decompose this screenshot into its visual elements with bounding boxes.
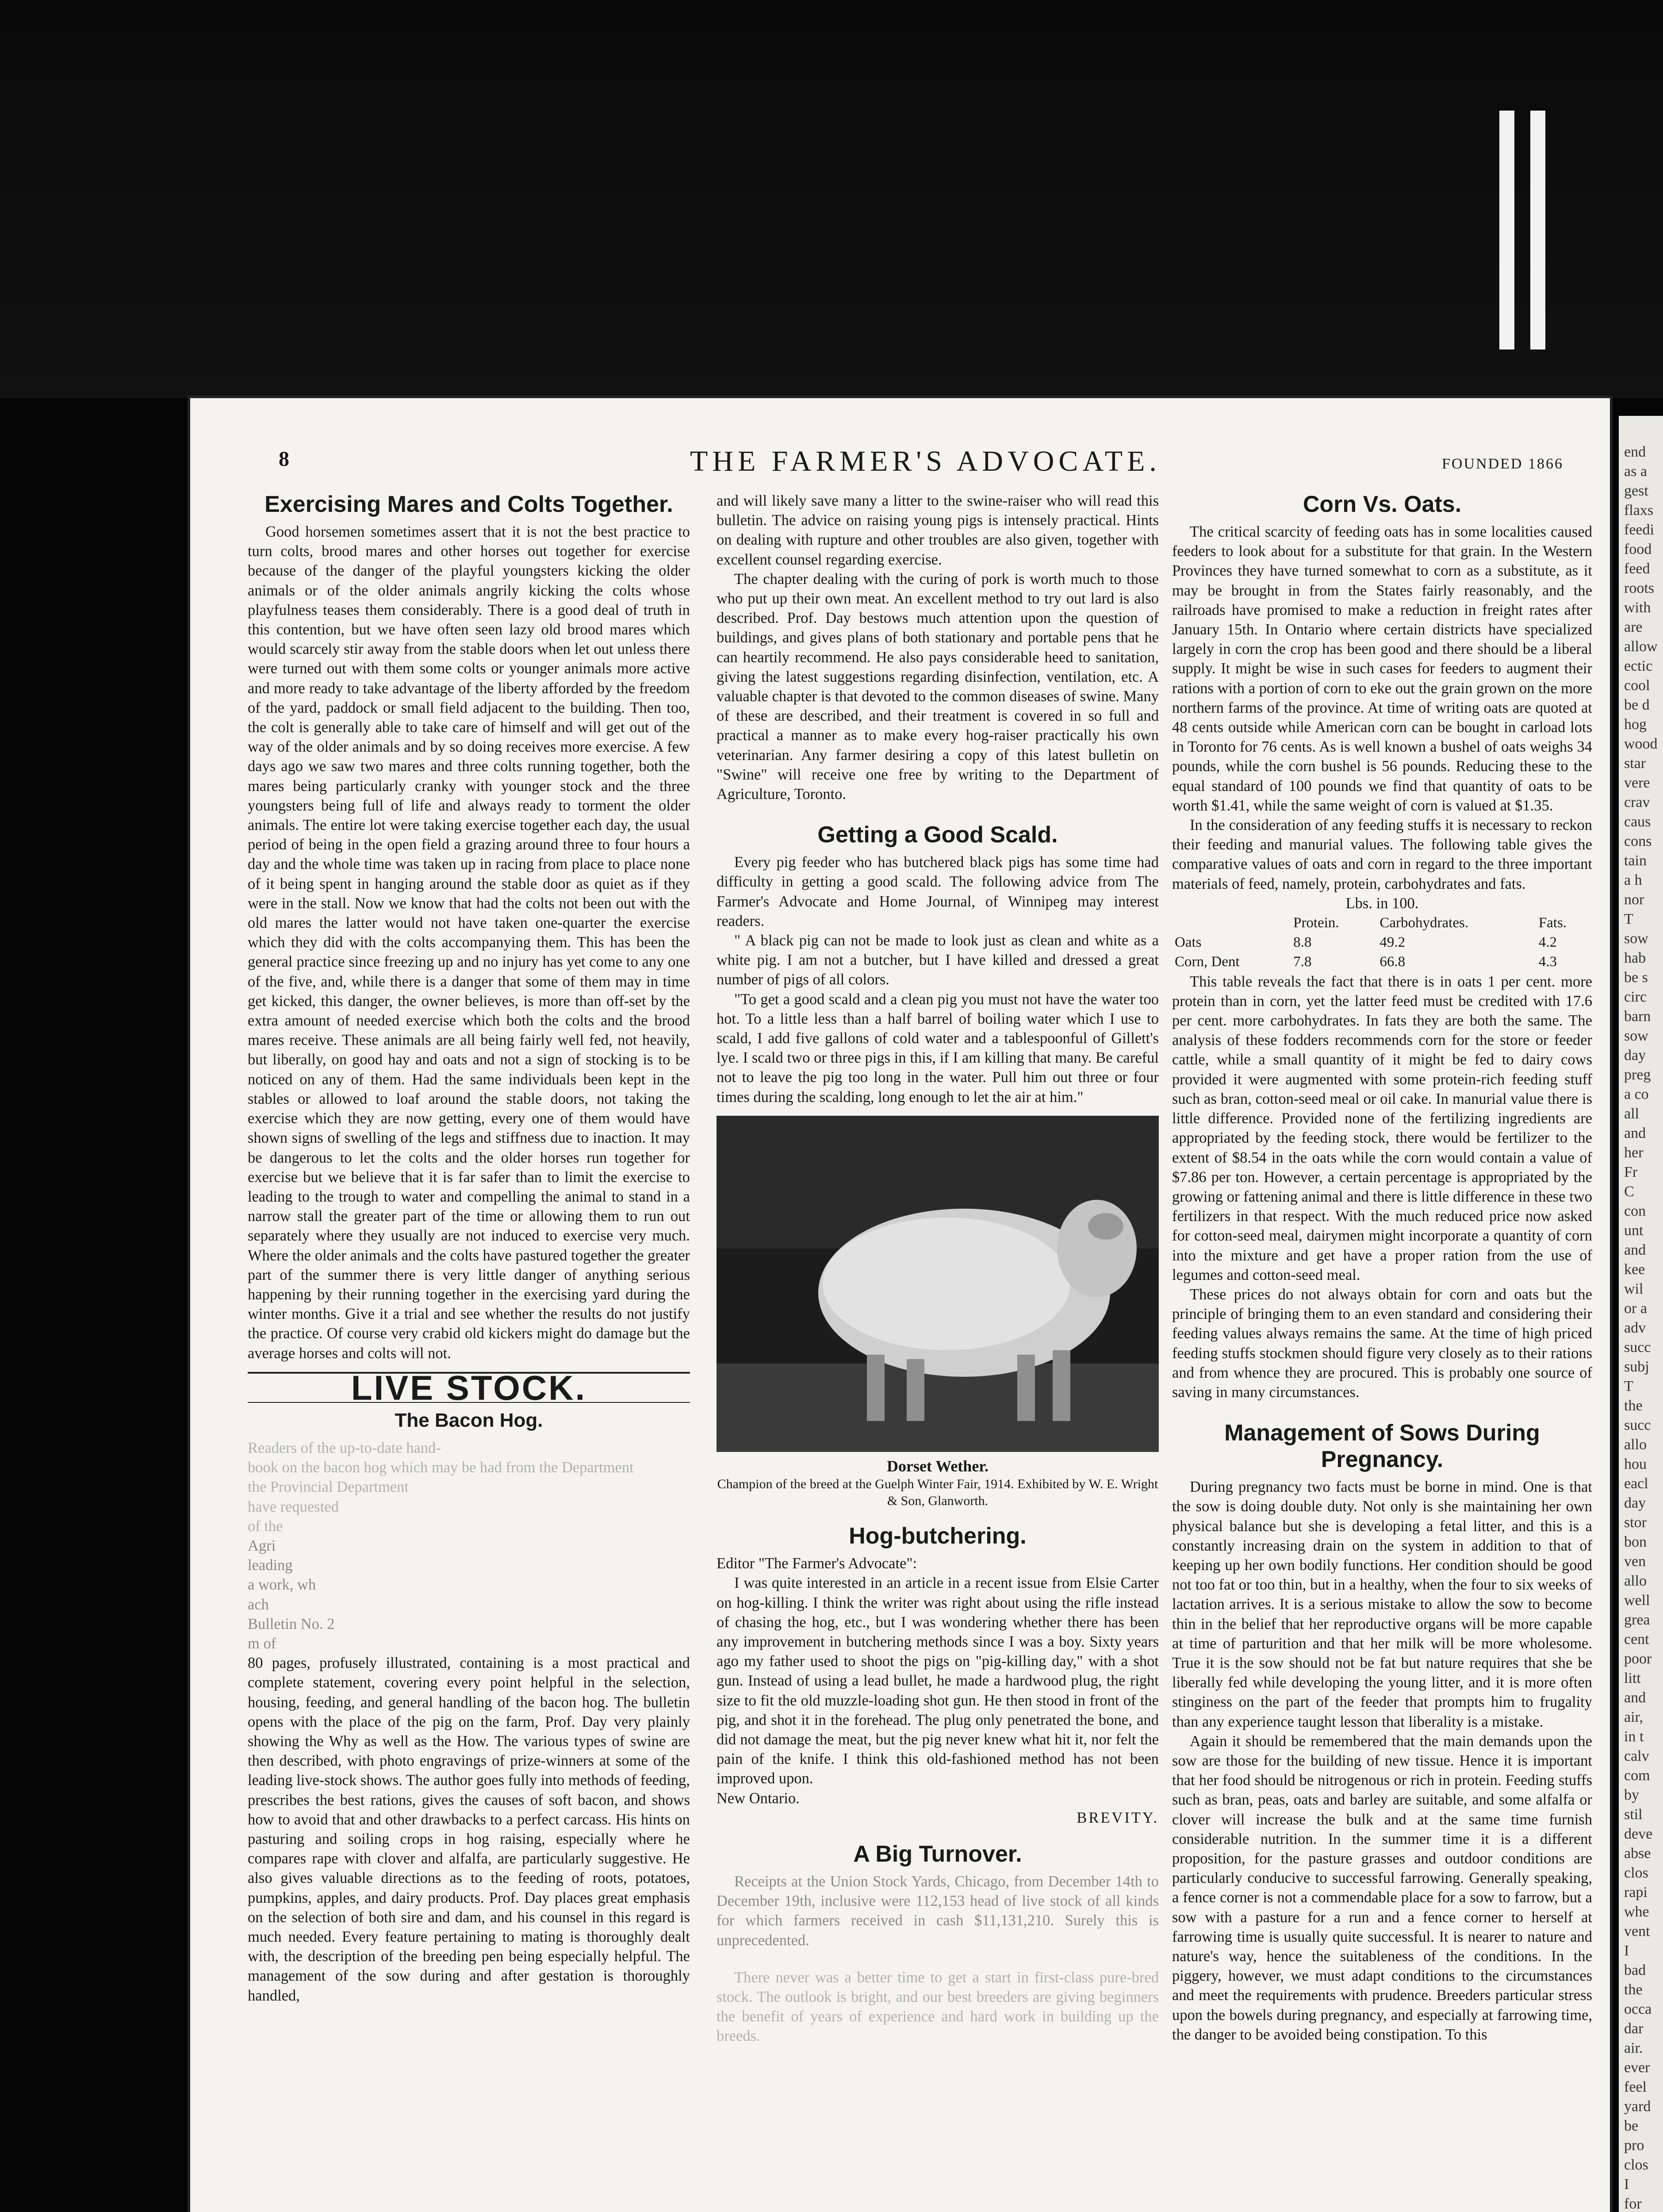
table-cell: 66.8 <box>1379 954 1406 970</box>
dorset-wether-illustration <box>717 1116 1159 1452</box>
adjacent-page-word: feed <box>1624 561 1650 577</box>
adjacent-page-word: I <box>1624 1943 1629 1959</box>
adjacent-page-word: feel <box>1624 2079 1647 2095</box>
letter-signature: BREVITY. <box>1077 1809 1159 1826</box>
adjacent-page-word: all <box>1624 1106 1639 1122</box>
article-title-sows: Management of Sows During Pregnancy. <box>1224 1420 1540 1473</box>
adjacent-page-word: abse <box>1624 1845 1651 1862</box>
adjacent-page-word: subj <box>1624 1359 1649 1375</box>
photo-caption: Champion of the breed at the Guelph Winter Fair, 1914. Exhibited by W. E. Wright & Son, Glanworth. <box>717 1477 1158 1509</box>
adjacent-page-word: cons <box>1624 833 1652 849</box>
adjacent-page-word: bad <box>1624 1962 1646 1978</box>
adjacent-page-word: sow <box>1624 930 1648 947</box>
adjacent-page-word: food <box>1624 541 1652 557</box>
scald-quote-1: " A black pig can not be made to look just as clean and white as a white pig. I am not a butcher, but I have killed and dressed a great number of pigs of all colors. <box>717 932 1159 988</box>
adjacent-page-word: unt <box>1624 1222 1644 1239</box>
table-header-cell: Protein. <box>1293 915 1339 931</box>
article-body-start: There never was a better time to get a start in first-class pure-bred stock. The outlook is bright, and our best breeders are giving beginners the benefit of years of experience and hard work in building up the breeds. <box>717 1969 1159 2045</box>
column-3 <box>1172 491 1592 2212</box>
article-continuation: and will likely save many a litter to the swine-raiser who will read this bulletin. The advice on raising young pigs is intensely practical. Hints on dealing with rupture and other troubles are also given, together with excellent counsel regarding exercise. <box>717 492 1159 568</box>
adjacent-page-word: or a <box>1624 1300 1647 1317</box>
adjacent-page-word: cool <box>1624 677 1650 694</box>
article-title-exercising: Exercising Mares and Colts Together. <box>264 492 673 517</box>
adjacent-page-word: the <box>1624 1982 1643 1998</box>
article-body-bulletin: The chapter dealing with the curing of pork is worth much to those who put up their own meat. An excellent method to try out lard is also described. Prof. Day bestows much attention upon the question of buildings, and gives plans of both stationary and portable pens that he can heartily recommend. He also pays considerable heed to sanitation, giving the latest suggestions regarding disinfection, ventilation, etc. A valuable chapter is that devoted to the common diseases of swine. Many of these are described, and their treatment is covered in so full and practical a manner as to make every hog-raiser practically his own veterinarian. Any farmer desiring a copy of this latest bulletin on "Swine" will receive one free by writing to the Department of Agriculture, Toronto. <box>717 570 1159 803</box>
section-heading-live-stock: LIVE STOCK. <box>248 1372 690 1403</box>
adjacent-page-word: ectic <box>1624 658 1653 674</box>
film-top-band <box>0 0 1663 398</box>
adjacent-page-word: air, <box>1624 1709 1643 1725</box>
adjacent-page-word: rapi <box>1624 1884 1648 1901</box>
adjacent-page-word: bon <box>1624 1534 1647 1550</box>
adjacent-page-word: pro <box>1624 2137 1644 2154</box>
adjacent-page-word: ever <box>1624 2059 1650 2076</box>
adjacent-page-word: C <box>1624 1183 1634 1200</box>
table-cell: 4.2 <box>1538 934 1557 951</box>
table-row <box>1172 952 1592 972</box>
sheep-photo <box>717 1116 1159 1452</box>
adjacent-page-word: vere <box>1624 775 1650 791</box>
table-cell: 49.2 <box>1379 934 1406 951</box>
adjacent-page-word: sow <box>1624 1028 1648 1044</box>
faded-line: Bulletin No. 2 <box>248 1615 335 1632</box>
adjacent-page-word: well <box>1624 1592 1650 1609</box>
film-edge-mark-top-2 <box>1530 111 1545 349</box>
faded-line: have requested <box>248 1498 339 1515</box>
adjacent-page-word: grea <box>1624 1612 1650 1628</box>
adjacent-page-word: vent <box>1624 1923 1650 1939</box>
adjacent-page-word: be s <box>1624 969 1648 986</box>
founded-note: FOUNDED 1866 <box>1442 456 1563 472</box>
article-title-corn-oats: Corn Vs. Oats. <box>1303 492 1462 517</box>
column-1 <box>248 491 690 2212</box>
adjacent-page-word: clos <box>1624 1865 1648 1881</box>
adjacent-page-word: succ <box>1624 1417 1651 1433</box>
article-body-bacon-hog: 80 pages, profusely illustrated, containing is a most practical and complete statement, covering every point helpful in the selection, housing, feeding, and general handling of the bacon hog. The bulletin opens with the place of the pig on the farm, Prof. Day very plainly showing the Why as well as the How. The various types of swine are then described, with photo engravings of prize-winners at some of the leading live-stock shows. The author goes fully into methods of feeding, prescribes the best rations, gives the causes of soft bacon, and shows how to avoid that and other drawbacks to a perfect carcass. His hints on pasturing and soiling crops in hog raising, especially where he compares rape with clover and alfalfa, are particularly suggestive. He also gives valuable directions as to the feeding of roots, potatoes, pumpkins, apples, and dairy products. Prof. Day places great emphasis on the selection of both sire and dam, and his counsel in this regard is much needed. Every feature pertaining to mating is thoroughly dealt with, the description of the breeding pen being especially helpful. The management of the sow during and after gestation is thoroughly handled, <box>248 1655 690 2004</box>
faded-line: book on the bacon hog which may be had from the Department <box>248 1459 634 1476</box>
adjacent-page-word: circ <box>1624 989 1647 1005</box>
adjacent-page-word: dar <box>1624 2020 1644 2037</box>
article-title-bacon-hog: The Bacon Hog. <box>395 1409 543 1431</box>
article-body-turnover: Receipts at the Union Stock Yards, Chicago, from December 14th to December 19th, inclusive were 112,153 head of live stock of all kinds for which farmers received in cash $11,131,210. Surely this is unprecedented. <box>717 1873 1159 1949</box>
adjacent-page-word: day <box>1624 1495 1646 1511</box>
adjacent-page-word: be d <box>1624 697 1650 713</box>
adjacent-page-word: allo <box>1624 1573 1647 1589</box>
photo-caption-title: Dorset Wether. <box>887 1457 989 1475</box>
letter-salutation: Editor "The Farmer's Advocate": <box>717 1555 917 1572</box>
adjacent-page-word: poor <box>1624 1651 1652 1667</box>
table-header-cell: Fats. <box>1538 915 1567 931</box>
table-row <box>1172 933 1592 952</box>
adjacent-page-word: hou <box>1624 1456 1647 1472</box>
adjacent-page-word: calv <box>1624 1748 1649 1764</box>
feed-comparison-table <box>1172 913 1592 972</box>
adjacent-page-word: ven <box>1624 1553 1646 1570</box>
adjacent-page-word: hab <box>1624 950 1646 966</box>
letter-place: New Ontario. <box>717 1790 800 1807</box>
faded-line: Agri <box>248 1537 276 1554</box>
faded-line: leading <box>248 1557 293 1574</box>
masthead: THE FARMER'S ADVOCATE. <box>690 445 1161 477</box>
faded-line: Readers of the up-to-date hand- <box>248 1439 441 1456</box>
faded-line: a work, wh <box>248 1576 316 1594</box>
adjacent-page-word: nor <box>1624 891 1644 908</box>
article-title-hog-butchering: Hog-butchering. <box>849 1523 1027 1549</box>
adjacent-page-word: by <box>1624 1787 1639 1803</box>
adjacent-page-word: allo <box>1624 1436 1647 1453</box>
table-cell: Oats <box>1175 934 1202 951</box>
table-cell: 4.3 <box>1538 954 1557 970</box>
scald-intro: Every pig feeder who has butchered black pigs has some time had difficulty in getting a good scald. The following advice from The Farmer's Advocate and Home Journal, of Winnipeg may interest readers. <box>717 854 1159 929</box>
table-header-cell: Carbohydrates. <box>1379 915 1469 931</box>
adjacent-page-word: wood <box>1624 736 1658 752</box>
table-cell: 8.8 <box>1293 934 1312 951</box>
adjacent-page-word: adv <box>1624 1320 1646 1336</box>
adjacent-page-word: preg <box>1624 1067 1651 1083</box>
column-2 <box>717 491 1159 2212</box>
adjacent-page-word: yard <box>1624 2098 1651 2115</box>
adjacent-page-word: her <box>1624 1144 1644 1161</box>
adjacent-page-word: T <box>1624 911 1633 927</box>
faded-text-block <box>248 1438 690 1653</box>
adjacent-page-word: feedi <box>1624 522 1654 538</box>
adjacent-page-word: clos <box>1624 2157 1648 2173</box>
adjacent-page-word: the <box>1624 1398 1643 1414</box>
table-cell: Corn, Dent <box>1175 954 1240 970</box>
adjacent-page-word: litt <box>1624 1670 1641 1686</box>
article-body-corn-oats-4: These prices do not always obtain for corn and oats but the principle of bringing them to an even standard and considering their feeding values always remains the same. At the time of high priced feeding stuffs stockmen should figure very closely as to their rations and from whence they are procured. This is probably one source of saving in many circumstances. <box>1172 1286 1592 1401</box>
adjacent-page-word: roots <box>1624 580 1654 596</box>
adjacent-page-word: flaxs <box>1624 502 1654 518</box>
adjacent-page-word: air. <box>1624 2040 1643 2056</box>
adjacent-page-word: day <box>1624 1047 1646 1064</box>
adjacent-page-word: and <box>1624 1125 1646 1141</box>
table-cell: 7.8 <box>1293 954 1312 970</box>
adjacent-page-word: allow <box>1624 638 1658 655</box>
adjacent-page-word: caus <box>1624 814 1651 830</box>
adjacent-page-word: stil <box>1624 1806 1643 1823</box>
faded-line: of the <box>248 1517 283 1535</box>
adjacent-page-word: and <box>1624 1690 1646 1706</box>
adjacent-page-word: I <box>1624 2176 1629 2193</box>
adjacent-page-word: tain <box>1624 853 1647 869</box>
article-body-sows: During pregnancy two facts must be borne in mind. One is that the sow is doing double duty. Not only is she maintaining her own physical balance but she is developing a fetal litter, and this is a constantly increasing drain on the system in addition to that of keeping up her own bodily functions. Her condition should be good not too fat or too thin, but in a healthy, when the four to six weeks of lactation arrives. It is a serious mistake to allow the sow to become thin in the belief that her reproductive organs will be more capable at time of parturition and that her milk will be more wholesome. True it is the sow should not be fat but nature requires that she be liberally fed while developing the young litter, and it is more often stinginess on the part of the feeder that prompts him to frugality than any experience taught lesson that liberality is a mistake. <box>1172 1479 1592 1730</box>
adjacent-page-word: star <box>1624 755 1646 772</box>
adjacent-page-word: eacl <box>1624 1475 1648 1492</box>
page-number: 8 <box>279 447 289 471</box>
adjacent-page-word: stor <box>1624 1514 1647 1531</box>
adjacent-page-word: a co <box>1624 1086 1649 1102</box>
adjacent-page-word: com <box>1624 1767 1650 1784</box>
faded-line: ach <box>248 1596 269 1613</box>
adjacent-page-word: for <box>1624 2196 1642 2212</box>
adjacent-page-word: a h <box>1624 872 1642 888</box>
adjacent-page-word: occa <box>1624 2001 1652 2017</box>
adjacent-page-word: kee <box>1624 1261 1645 1278</box>
adjacent-page-word: end <box>1624 444 1646 460</box>
adjacent-page-word: gest <box>1624 483 1648 499</box>
adjacent-page-word: wil <box>1624 1281 1644 1297</box>
adjacent-page-word: in t <box>1624 1728 1644 1745</box>
adjacent-page-word: and <box>1624 1242 1646 1258</box>
table-header-cell <box>1172 913 1291 933</box>
adjacent-page-word: barn <box>1624 1008 1651 1025</box>
faded-line: the Provincial Department <box>248 1479 409 1496</box>
adjacent-page-word: hog <box>1624 716 1647 733</box>
adjacent-page-word: T <box>1624 1378 1633 1394</box>
article-body-exercising: Good horsemen sometimes assert that it is not the best practice to turn colts, brood mares and other horses out together for exercise because of the danger of the playful youngsters kicking the older animals or of the older animals angrily kicking the colts whose playfulness teases them considerably. There is a good deal of truth in this contention, but we have often seen lazy old brood mares which would scarcely stir away from the stable doors when let out unless there were turned out with them some colts or younger animals more active and more ready to take advantage of the liberty afforded by the freedom of the yard, paddock or small field adjacent to the building. Then too, the colt is generally able to take care of himself and will get out of the way of the older animals and by so doing receives more exercise. A few days ago we saw two mares and three colts running together, both the mares being particularly cranky with younger stock and the three youngsters being full of life and always ready to torment the older animals. The entire lot were taking exercise together each day, the usual period of being in the open field a grazing around three to four hours a day and the whole time was taken up in racing from place to place none of it being spent in hanging around the stable door as quiet as if they were in the stall. Now we know that had the colts not been out with the old mares the latter would not have taken one-quarter the exercise which they did with the colts accompanying them. This has been the general practice since freezing up and no injury has yet come to any one of the five, and, while there is a danger that some of them may in time get kicked, this danger, the owner believes, is more than off-set by the extra amount of needed exercise which both the colts and the brood mares receive. These animals are all being fairly well fed, not heavily, but liberally, on good hay and oats and not a sign of stocking is to be noticed on any of them. Had the same individuals been kept in the stables or allowed to loaf around the stable doors, not taking the exercise which they are now getting, every one of them would have shown signs of swelling of the legs and stiffness due to inaction. It may be dangerous to let the colts and the older horses run together for exercise but we believe that it is far safer than to limit the exercise to leading to the trough to water and compelling the animal to stand in a narrow stall the greater part of the time or allowing them to run out separately where they usually are not induced to exercise very much. Where the older animals and the colts have pastured together the greater part of the summer there is very little danger of anything serious happening by their running together in the exercising yard during the winter months. Give it a trial and see whether the results do not justify the practice. Of course very crabid old kickers might do damage but the average horses and colts will not. <box>248 523 690 1362</box>
film-edge-mark-top-1 <box>1499 111 1514 349</box>
scald-quote-2: "To get a good scald and a clean pig you must not have the water too hot. To a little less than a half barrel of boiling water which I use to scald, I add five gallons of cold water and a tablespoonful of Gillett's lye. I scald two or three pigs in this, if I am killing that many. Be careful not to leave the pig too long in the water. Pull him out three or four times during the scalding, long enough to let the air at him." <box>717 991 1159 1106</box>
adjacent-page-word: con <box>1624 1203 1646 1219</box>
adjacent-page-word: whe <box>1624 1904 1649 1920</box>
adjacent-page-word: crav <box>1624 794 1650 810</box>
adjacent-page-word: as a <box>1624 463 1647 480</box>
faded-line: m of <box>248 1635 276 1652</box>
adjacent-page-word: be <box>1624 2118 1639 2134</box>
article-title-scald: Getting a Good Scald. <box>817 822 1058 848</box>
adjacent-page-word: Fr <box>1624 1164 1638 1180</box>
adjacent-page-word: succ <box>1624 1339 1651 1356</box>
article-body-corn-oats-2: In the consideration of any feeding stuffs it is necessary to reckon their feeding and manurial values. The following table gives the comparative values of oats and corn in regard to the three important materials of feed, namely, protein, carbohydrates and fats. <box>1172 817 1592 892</box>
adjacent-page-word: deve <box>1624 1826 1653 1842</box>
adjacent-page-word: are <box>1624 619 1643 635</box>
article-title-turnover: A Big Turnover. <box>853 1841 1022 1867</box>
adjacent-page-word: cent <box>1624 1631 1649 1647</box>
table-caption: Lbs. in 100. <box>1345 895 1419 912</box>
article-body-sows-2: Again it should be remembered that the main demands upon the sow are those for the building of new tissue. Hence it is important that her food should be nitrogenous or rich in protein. Feeding stuffs such as bran, peas, oats and barley are suitable, and some alfalfa or clover will increase the bulk and at the same time furnish considerable nutrition. In the summer time it is a different proposition, for the pasture grasses and outdoor conditions are particularly conducive to successful farrowing. Generally speaking, a fence corner is not a commendable place for a sow to farrow, but a sow with a pasture for a run and a fence corner to herself at farrowing time is usually quite successful. It is nearer to nature and nature's way, hence the suitableness of the conditions. In the piggery, however, we must adapt conditions to the circumstances and meet the requirements with prudence. Breeders particular stress upon the bowels during pregnancy, and especially at farrowing time, the danger to be avoided being constipation. To this <box>1172 1732 1592 2043</box>
adjacent-page-word: with <box>1624 599 1651 616</box>
article-body-hog-butchering: I was quite interested in an article in a recent issue from Elsie Carter on hog-killing. I think the writer was right about using the rifle instead of chasing the hog, etc., but I was wondering whether there has been any improvement in butchering methods since I was a boy. Sixty years ago my father used to shoot the pigs on "pig-killing day," with a shot gun. Instead of using a lead bullet, he made a hardwood plug, the right size to fit the old muzzle-loading shot gun. He then stood in front of the pig, and shot it in the forehead. The plug only penetrated the bone, and did not damage the meat, but the pig never knew what hit it, nor felt the pain of the knife. I think this old-fashioned method has not been improved upon. <box>717 1575 1159 1787</box>
article-body-corn-oats: The critical scarcity of feeding oats has in some localities caused feeders to look about for a substitute for that grain. In the Western Provinces they have turned somewhat to corn as a substitute, as it may be brought in from the States fairly reasonably, and the railroads have promised to make a reduction in freight rates after January 15th. In Ontario where certain districts have specialized largely in corn the crop has been good and there should be a liberal supply. It might be wise in such cases for feeders to augment their rations with a portion of corn to eke out the grain grown on the more northern farms of the province. At time of writing oats are quoted at 48 cents outside while American corn can be bought in carload lots in Toronto for 76 cents. As is well known a bushel of oats weighs 34 pounds, while the corn bushel is 56 pounds. Reducing these to the equal standard of 100 pounds we find that quantity of oats to be worth $1.41, while the same weight of corn is valued at $1.35. <box>1172 523 1592 814</box>
article-body-corn-oats-3: This table reveals the fact that there is in oats 1 per cent. more protein than in corn, yet the latter feed must be credited with 17.6 per cent. more carbohydrates. In fats they are both the same. The analysis of these fodders recommends corn for the store or feeder cattle, while a small quantity of it might be fed to dairy cows provided it were augmented with some protein-rich feeding stuff such as bran, cotton-seed meal or oil cake. In manurial value there is little difference. Provided none of the fertilizing ingredients are appropriated by the feeding stock, there would be fertilizer to the extent of $8.54 in the oats while the corn would contain a value of $7.86 per ton. However, a certain percentage is appropriated by the growing or fattening animal and there is little difference in these two fertilizers in that respect. With the much reduced price now asked for cotton-seed meal, dairymen might incorporate a quantity of corn into the mixture and get have a proper ration from the use of legumes and cotton-seed meal. <box>1172 973 1592 1283</box>
